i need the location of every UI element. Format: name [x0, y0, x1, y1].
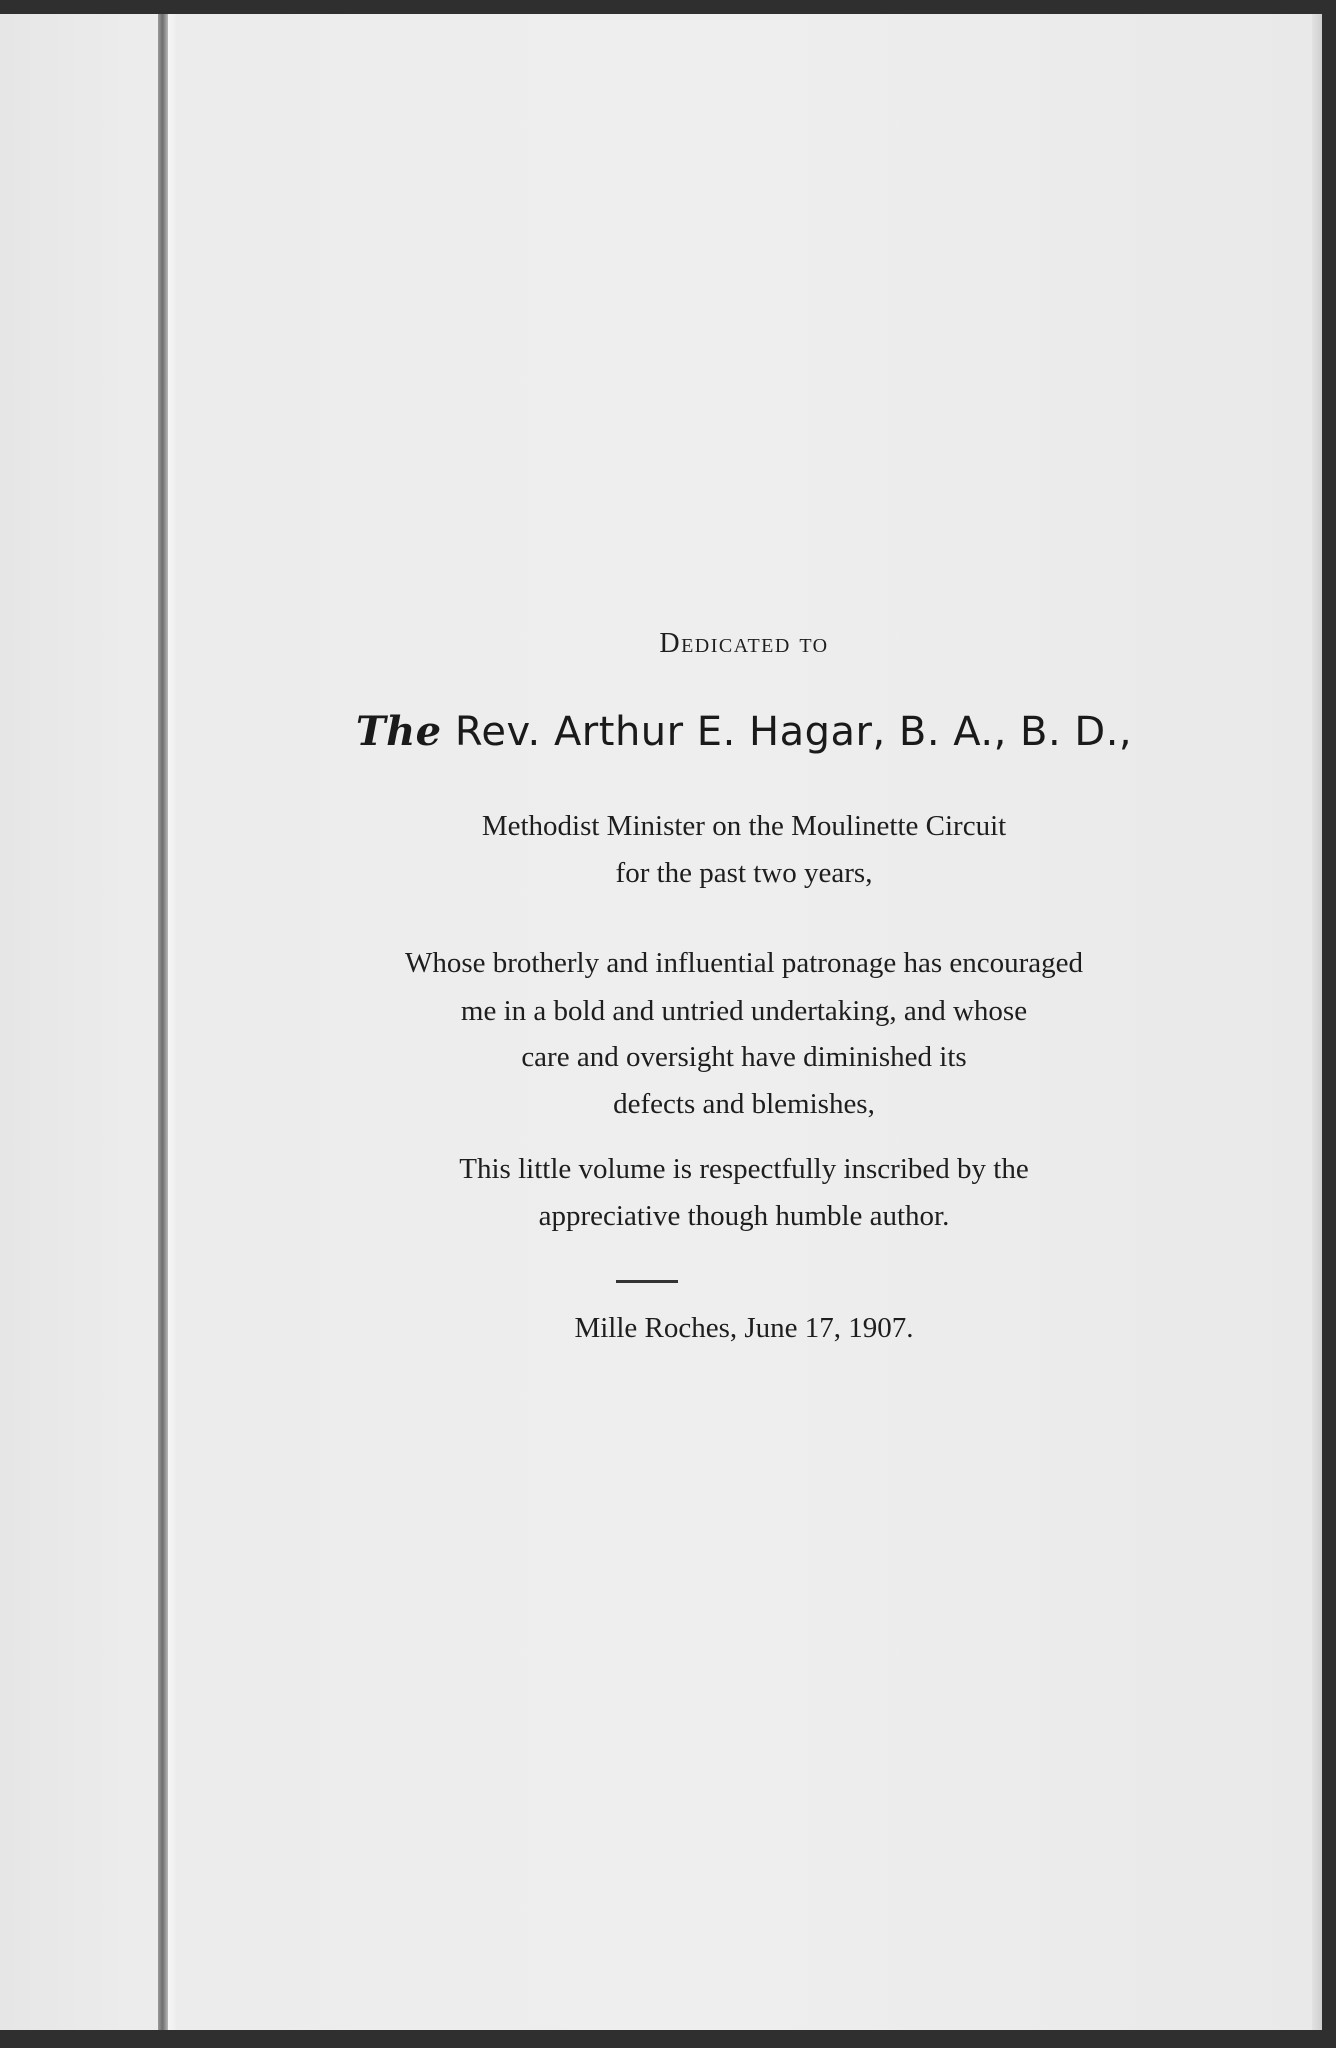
inscription-line: This little volume is respectfully inscribed by the: [459, 1153, 1029, 1185]
dedication-page: [176, 0, 1312, 2048]
dedication-heading: Dedicated to: [659, 628, 829, 659]
place-date: Mille Roches, June 17, 1907.: [574, 1312, 914, 1344]
tribute-line: defects and blemishes,: [613, 1088, 875, 1120]
honoree-prefix: The: [355, 708, 442, 755]
honoree-line: [176, 708, 1312, 755]
divider-rule: [616, 1280, 678, 1283]
page-fold-highlight: [168, 14, 176, 2030]
inscription-line: appreciative though humble author.: [538, 1200, 950, 1232]
page-fold-shadow: [158, 14, 168, 2030]
role-line: Methodist Minister on the Moulinette Circuit: [481, 810, 1007, 842]
role-line: for the past two years,: [615, 857, 873, 889]
honoree-name: Rev. Arthur E. Hagar, B. A., B. D.,: [454, 709, 1133, 755]
tribute-line: care and oversight have diminished its: [521, 1041, 967, 1073]
tribute-line: Whose brotherly and influential patronage has encouraged: [404, 947, 1084, 979]
page-right-edge: [1312, 14, 1322, 2030]
tribute-line: me in a bold and untried undertaking, and whose: [460, 995, 1028, 1027]
